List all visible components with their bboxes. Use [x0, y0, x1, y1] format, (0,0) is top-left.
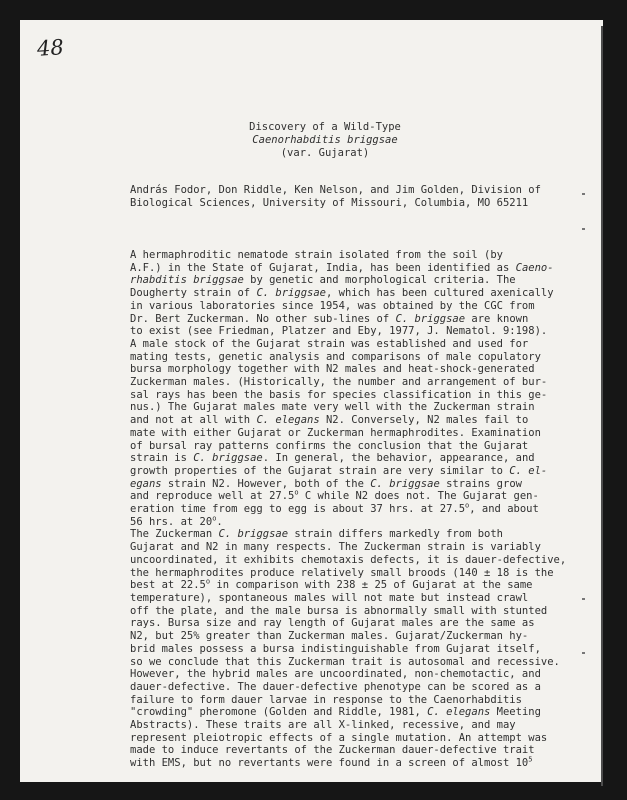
text-line: A hermaphroditic nematode strain isolated from the soil (by	[130, 249, 503, 261]
text-line: 56 hrs. at 20$^o$.	[130, 514, 223, 528]
authors-line-2: Biological Sciences, University of Missouri, Columbia, MO 65211	[130, 197, 529, 209]
variety-label: (var. Gujarat)	[280, 147, 370, 159]
scan-edge-line	[601, 26, 603, 786]
text-line: bursa morphology together with N2 males and heat-shock-generated	[130, 363, 535, 376]
text-line: mate with either Gujarat or Zuckerman hermaphrodites. Examination	[130, 426, 541, 439]
text-line: failure to form dauer larvae in response to the Caenorhabditis	[130, 693, 522, 706]
text-line: eration time from egg to egg is about 37 hrs. at 27.5$^o$, and about	[130, 501, 539, 516]
text-line: rhabditis briggsae by genetic and morphological criteria. The	[130, 274, 516, 287]
authors-line-1: András Fodor, Don Riddle, Ken Nelson, and Jim Golden, Division of	[130, 184, 541, 196]
text-line: so we conclude that this Zuckerman trait is autosomal and recessive.	[130, 655, 560, 668]
text-line: represent pleiotropic effects of a single mutation. An attempt was	[130, 731, 548, 744]
text-line: and reproduce well at 27.5$^o$ C while N2 does not. The Gujarat gen-	[130, 488, 539, 503]
document-page	[20, 20, 603, 782]
body-text	[130, 249, 566, 770]
text-line: N2, but 25% greater than Zuckerman males. Gujarat/Zuckerman hy-	[130, 630, 529, 643]
text-line: A male stock of the Gujarat strain was established and used for	[130, 337, 529, 350]
text-line: brid males possess a bursa indistinguishable from Gujarat itself,	[130, 642, 541, 655]
text-line: strain is C. briggsae. In general, the behavior, appearance, and	[130, 452, 535, 465]
text-line: of bursal ray patterns confirms the conclusion that the Gujarat	[130, 439, 529, 452]
text-line: Zuckerman males. (Historically, the number and arrangement of bur-	[130, 376, 548, 389]
species-name: Caenorhabditis briggsae	[252, 134, 398, 146]
text-line: made to induce revertants of the Zuckerman dauer-defective trait	[130, 744, 535, 757]
text-line: best at 22.5$^o$ in comparison with 238 ± 25 of Gujarat at the same	[130, 577, 533, 592]
text-line: and not at all with C. elegans N2. Conversely, N2 males fail to	[130, 414, 529, 427]
text-line: Abstracts). These traits are all X-linked, recessive, and may	[130, 719, 516, 732]
text-line: egans strain N2. However, both of the C. briggsae strains grow	[130, 477, 522, 490]
text-line: off the plate, and the male bursa is abnormally small with stunted	[130, 604, 548, 617]
text-line: growth properties of the Gujarat strain are very similar to C. el-	[130, 464, 548, 477]
text-line: sal rays has been the basis for species classification in this ge-	[130, 388, 548, 401]
text-line: Gujarat and N2 in many respects. The Zuckerman strain is variably	[130, 541, 541, 554]
page-number: 48	[36, 35, 65, 61]
text-line: the hermaphrodites produce relatively small broods (140 ± 18 is the	[130, 566, 554, 579]
text-line: The Zuckerman C. briggsae strain differs markedly from both	[130, 528, 503, 541]
text-line: temperature), spontaneous males will not mate but instead crawl	[130, 591, 529, 604]
text-line: with EMS, but no revertants were found in a screen of almost $10^5$	[130, 755, 533, 770]
text-line: Dougherty strain of C. briggsae, which has been cultured axenically	[130, 287, 554, 300]
margin-speck	[582, 652, 585, 654]
text-line: nus.) The Gujarat males mate very well with the Zuckerman strain	[130, 401, 535, 414]
title-block	[235, 121, 415, 160]
text-line: to exist (see Friedman, Platzer and Eby, 1977, J. Nematol. 9:198).	[130, 325, 548, 338]
text-line: in various laboratories since 1954, was obtained by the CGC from	[130, 299, 535, 312]
margin-speck	[582, 598, 585, 600]
text-line: Dr. Bert Zuckerman. No other sub-lines of C. briggsae are known	[130, 312, 529, 325]
title-line: Discovery of a Wild-Type	[249, 121, 401, 133]
text-line: mating tests, genetic analysis and comparisons of male copulatory	[130, 350, 541, 363]
text-line: A.F.) in the State of Gujarat, India, has been identified as Caeno-	[130, 261, 554, 274]
margin-speck	[582, 228, 585, 230]
margin-speck	[582, 193, 585, 195]
authors-affiliation	[130, 184, 541, 210]
text-line: However, the hybrid males are uncoordinated, non-chemotactic, and	[130, 668, 541, 681]
text-line: uncoordinated, it exhibits chemotaxis defects, it is dauer-defective,	[130, 553, 567, 566]
text-line: "crowding" pheromone (Golden and Riddle, 1981, C. elegans Meeting	[130, 706, 541, 719]
text-line: dauer-defective. The dauer-defective phenotype can be scored as a	[130, 680, 541, 693]
text-line: rays. Bursa size and ray length of Gujarat males are the same as	[130, 617, 535, 630]
